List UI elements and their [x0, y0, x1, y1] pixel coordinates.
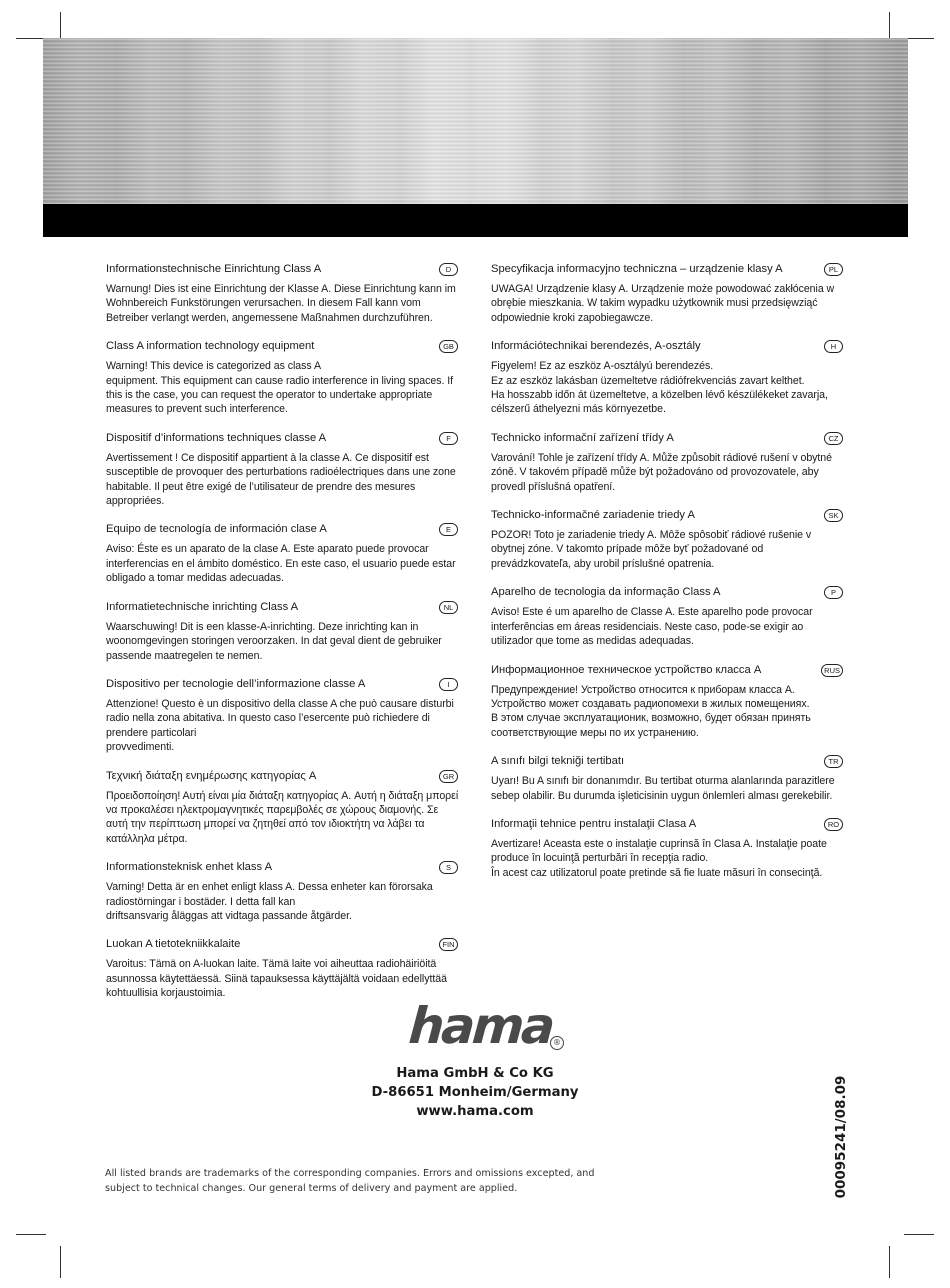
- section-title-text: Τεχνική διάταξη ενημέρωσης κατηγορίας A: [106, 769, 317, 782]
- country-code-badge: RO: [824, 818, 843, 831]
- section-title: [491, 262, 845, 277]
- section-text: UWAGA! Urządzenie klasy A. Urządzenie może powodować zakłócenia w obrębie mieszkania. W takim wypadku użytkownik musi przedsięwziąć odpowiednie kroki zapobiegawcze.: [491, 283, 835, 324]
- section-title: [491, 663, 845, 678]
- section-title: [491, 754, 845, 769]
- section-i: [106, 677, 460, 755]
- section-text: Warning! This device is categorized as class A equipment. This equipment can cause radio interference in living spaces. If this is the case, you can request the operator to undertake appropriate measures to prevent such interference.: [106, 360, 454, 416]
- section-title-text: Aparelho de tecnologia da informação Class A: [491, 586, 721, 599]
- country-code-badge: GR: [439, 770, 458, 783]
- section-f: [106, 431, 460, 509]
- section-text: Figyelem! Ez az eszköz A-osztályú berendezés. Ez az eszköz lakásban üzemeltetve rádiófrekvenciás zavart kelthet. Ha hosszabb időn át üzemeltetve, a közelben lévő készülékeket zavarja, célszerű áthelyezni más környezetbe.: [491, 360, 828, 416]
- section-nl: [106, 600, 460, 663]
- left-column: [106, 262, 460, 1015]
- section-title: [491, 817, 845, 832]
- country-code-badge: I: [439, 678, 458, 691]
- company-city: D-86651 Monheim/Germany: [371, 1085, 579, 1100]
- section-text: Warnung! Dies ist eine Einrichtung der Klasse A. Diese Einrichtung kann im Wohnbereich Funkstörungen verursachen. In diesem Fall kann vom Betreiber verlangt werden, angemessene Maßnahmen durchzuführen.: [106, 283, 456, 324]
- section-title-text: Informationsteknisk enhet klass A: [106, 861, 273, 874]
- section-title-text: Информационное техническое устройство класса A: [491, 663, 762, 676]
- section-title: [491, 339, 845, 354]
- section-title-text: Informationstechnische Einrichtung Class A: [106, 263, 322, 275]
- section-title: [106, 522, 460, 537]
- section-ro: [491, 817, 845, 880]
- section-title-text: Class A information technology equipment: [106, 340, 315, 353]
- section-gr: [106, 769, 460, 847]
- section-title-text: Technicko informační zařízení třídy A: [491, 431, 674, 444]
- section-title-text: Dispositif d’informations techniques classe A: [106, 431, 327, 444]
- company-name: Hama GmbH & Co KG: [396, 1066, 554, 1081]
- section-pl: [491, 262, 845, 325]
- section-title: [491, 431, 845, 446]
- section-gb: [106, 339, 460, 417]
- section-title: [106, 600, 460, 615]
- section-text: Uyarı! Bu A sınıfı bir donanımdır. Bu tertibat oturma alanlarında parazitlere sebep olabilir. Bu durumda işleticisinin uygun önlemleri alması gerekebilir.: [491, 775, 835, 802]
- right-column: [491, 262, 845, 894]
- hama-logo: [386, 996, 576, 1056]
- section-title-text: Informatietechnische inrichting Class A: [106, 600, 299, 613]
- crop-mark: [16, 38, 46, 39]
- crop-mark: [60, 1246, 61, 1278]
- country-code-badge: H: [824, 340, 843, 353]
- section-text: Avertissement ! Ce dispositif appartient à la classe A. Ce dispositif est susceptible de provoquer des perturbations radioélectriques dans une zone habitable. Il peut être exigé de l’utilisateur de prendre des mesures appropriées.: [106, 451, 456, 508]
- section-cz: [491, 431, 845, 494]
- country-code-badge: S: [439, 861, 458, 874]
- section-title: [491, 585, 845, 600]
- country-code-badge: CZ: [824, 432, 843, 445]
- section-title: [106, 431, 460, 446]
- company-website: www.hama.com: [416, 1104, 534, 1119]
- section-d: [106, 262, 460, 325]
- section-text: Varning! Detta är en enhet enligt klass A. Dessa enheter kan förorsaka radiostörningar i bostäder. I detta fall kan driftsansvarig åläggas att vidtaga passande åtgärder.: [106, 881, 433, 922]
- section-text: Waarschuwing! Dit is een klasse-A-inrichting. Deze inrichting kan in woonomgevingen storingen veroorzaken. In dat geval dient de gebruiker passende maatregelen te nemen.: [106, 620, 442, 662]
- brushed-metal-banner: [43, 38, 908, 204]
- section-title: [491, 508, 845, 523]
- section-text: Aviso: Éste es un aparato de la clase A. Este aparato puede provocar interferencias en el ámbito doméstico. En este caso, el usuario puede estar obligado a tomar medidas adecuadas.: [106, 543, 456, 585]
- section-fin: [106, 937, 460, 1000]
- section-title: [106, 339, 460, 354]
- section-text: Προειδοποίηση! Αυτή είναι μία διάταξη κατηγορίας A. Αυτή η διάταξη μπορεί να προκαλέσει ηλεκτρομαγνητικές παρεμβολές σε χώρους διαμονής. Σε αυτή την περίπτωση μπορεί να ζητηθεί από τον ιδιοκτήτη να λάβει τα κατάλληλα μέτρα.: [106, 789, 459, 845]
- section-tr: [491, 754, 845, 803]
- country-code-badge: NL: [439, 601, 458, 614]
- section-title: [106, 769, 460, 784]
- section-sk: [491, 508, 845, 571]
- country-code-badge: SK: [824, 509, 843, 522]
- disclaimer-text: All listed brands are trademarks of the corresponding companies. Errors and omissions excepted, and subject to technical changes. Our general terms of delivery and payment are applied.: [105, 1168, 595, 1194]
- section-text: Avertizare! Aceasta este o instalaţie cuprinsă în Clasa A. Instalaţie poate produce în locuinţă perturbări în recepţia radio. În acest caz utilizatorul poate pretinde să fie luate măsuri în consecinţă.: [491, 837, 827, 879]
- section-rus: [491, 663, 845, 741]
- country-code-badge: E: [439, 523, 458, 536]
- section-text: POZOR! Toto je zariadenie triedy A. Môže spôsobiť rádiové rušenie v obytnej zóne. V takomto prípade môže byť požadované od prevádzkovateľa, aby urobil príslušné opatrenia.: [491, 529, 812, 570]
- section-text: Attenzione! Questo è un dispositivo della classe A che può causare disturbi radio nella zona abitativa. In questo caso l’esercente può richiedere di prendere particolari provvedimenti.: [106, 697, 454, 754]
- section-title-text: A sınıfı bilgi tekniği tertibatı: [491, 755, 625, 768]
- section-e: [106, 522, 460, 585]
- section-s: [106, 860, 460, 923]
- section-title-text: Specyfikacja informacyjno techniczna – urządzenie klasy A: [491, 263, 783, 275]
- section-title-text: Technicko-informačné zariadenie triedy A: [491, 509, 695, 522]
- country-code-badge: TR: [824, 755, 843, 768]
- section-title: [106, 262, 460, 277]
- section-title: [106, 677, 460, 692]
- crop-mark: [889, 1246, 890, 1278]
- section-title-text: Equipo de tecnología de información clase A: [106, 523, 327, 536]
- section-title-text: Dispositivo per tecnologie dell’informazione classe A: [106, 677, 366, 690]
- section-title: [106, 860, 460, 875]
- country-code-badge: FIN: [439, 938, 458, 951]
- country-code-badge: F: [439, 432, 458, 445]
- country-code-badge: PL: [824, 263, 843, 276]
- crop-mark: [904, 1234, 934, 1235]
- section-text: Предупреждение! Устройство относится к приборам класса А. Устройство может создавать радиопомехи в жилых помещениях. В этом случае эксплуатационик, возможно, будет обязан принять соответствующие меры по их устранению.: [491, 683, 811, 739]
- country-code-badge: RUS: [821, 664, 843, 677]
- logo-wordmark: hama: [407, 997, 555, 1055]
- section-h: [491, 339, 845, 417]
- country-code-badge: D: [439, 263, 458, 276]
- section-title-text: Luokan A tietotekniikkalaite: [106, 938, 241, 951]
- black-header-bar: [43, 204, 908, 237]
- section-text: Varoitus: Tämä on A-luokan laite. Tämä laite voi aiheuttaa radiohäiriöitä asunnossa käytettäessä. Siinä tapauksessa käyttäjältä voidaan edellyttää kohtuullisia korjaustoimia.: [106, 958, 447, 1000]
- crop-mark: [16, 1234, 46, 1235]
- registered-mark: ®: [550, 1036, 564, 1050]
- section-title-text: Információtechnikai berendezés, A-osztály: [491, 340, 701, 353]
- country-code-badge: P: [824, 586, 843, 599]
- section-text: Aviso! Este é um aparelho de Classe A. Este aparelho pode provocar interferências em áreas residenciais. Neste caso, pode-se exigir ao utilizador que tome as medidas adequadas.: [491, 606, 813, 648]
- section-title-text: Informaţii tehnice pentru instalaţii Clasa A: [491, 817, 697, 830]
- section-title: [106, 937, 460, 952]
- company-address: [320, 1064, 630, 1121]
- document-code: 00095241/08.09: [833, 1075, 849, 1199]
- crop-mark: [904, 38, 934, 39]
- section-text: Varování! Tohle je zařízení třídy A. Může způsobit rádiové rušení v obytné zóně. V takovém případě může být požadováno od provozovatele, aby provedl příslušná opatření.: [491, 451, 832, 493]
- country-code-badge: GB: [439, 340, 458, 353]
- section-p: [491, 585, 845, 648]
